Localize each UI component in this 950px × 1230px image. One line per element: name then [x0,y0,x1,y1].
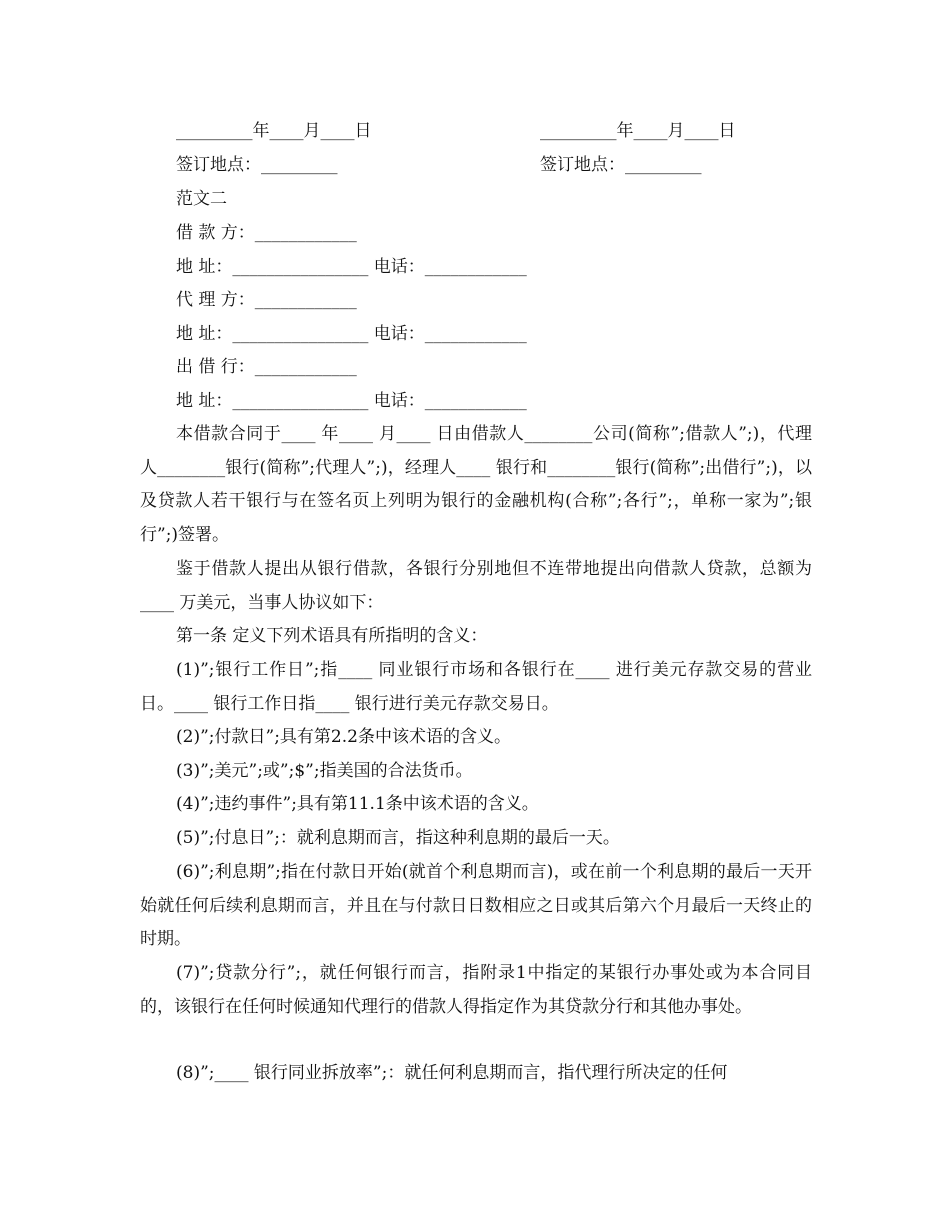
preamble-paragraph: 本借款合同于____ 年____ 月____ 日由借款人________公司(简称”;借款人”;)，代理人________银行(简称”;代理人”;)，经理人____ 银行和________银行(简称”;出借行”;)，以及贷款人若干银行与在签名页上列明为银行的金融机构(合称”;各行”;，单称一家为”;银行”;)签署。 [140,424,812,545]
right-signing-place: 签订地点：_________ [540,155,702,175]
article-one-heading: 第一条 定义下列术语具有所指明的含义： [176,626,488,646]
agent-address-line: 地 址：________________ 电话：____________ [176,324,527,344]
definition-3: (3)”;美元”;或”;$”;指美国的合法货币。 [176,761,473,781]
agent-line: 代 理 方：____________ [176,290,357,310]
lender-address-line: 地 址：________________ 电话：____________ [176,391,527,411]
borrower-line: 借 款 方：____________ [176,223,357,243]
definition-8: (8)”;____ 银行同业拆放率”;：就任何利息期而言，指代理行所决定的任何 [176,1063,728,1083]
definition-6: (6)”;利息期”;指在付款日开始(就首个利息期而言)，或在前一个利息期的最后一天开始就任何后续利息期而言，并且在与付款日日数相应之日或其后第六个月最后一天终止的时期。 [140,862,812,949]
definition-2: (2)”;付款日”;具有第2.2条中该术语的含义。 [176,727,511,747]
definition-5: (5)”;付息日”;：就利息期而言，指这种利息期的最后一天。 [176,828,620,848]
definition-4: (4)”;违约事件”;具有第11.1条中该术语的含义。 [176,794,539,814]
left-signature-date: _________年____月____日 [176,121,372,141]
sample-title: 范文二 [176,189,227,209]
left-signing-place: 签订地点：_________ [176,155,338,175]
definition-7: (7)”;贷款分行”;，就任何银行而言，指附录1中指定的某银行办事处或为本合同目的，该银行在任何时候通知代理行的借款人得指定作为其贷款分行和其他办事处。 [140,963,812,1017]
right-signature-date: _________年____月____日 [540,121,736,141]
borrower-address-line: 地 址：________________ 电话：____________ [176,257,527,277]
definition-1: (1)”;银行工作日”;指____ 同业银行市场和各银行在____ 进行美元存款交易的营业日。____ 银行工作日指____ 银行进行美元存款交易日。 [140,660,812,714]
lender-line: 出 借 行：____________ [176,357,357,377]
recital-paragraph: 鉴于借款人提出从银行借款，各银行分别地但不连带地提出向借款人贷款，总额为____ 万美元，当事人协议如下： [140,559,812,613]
